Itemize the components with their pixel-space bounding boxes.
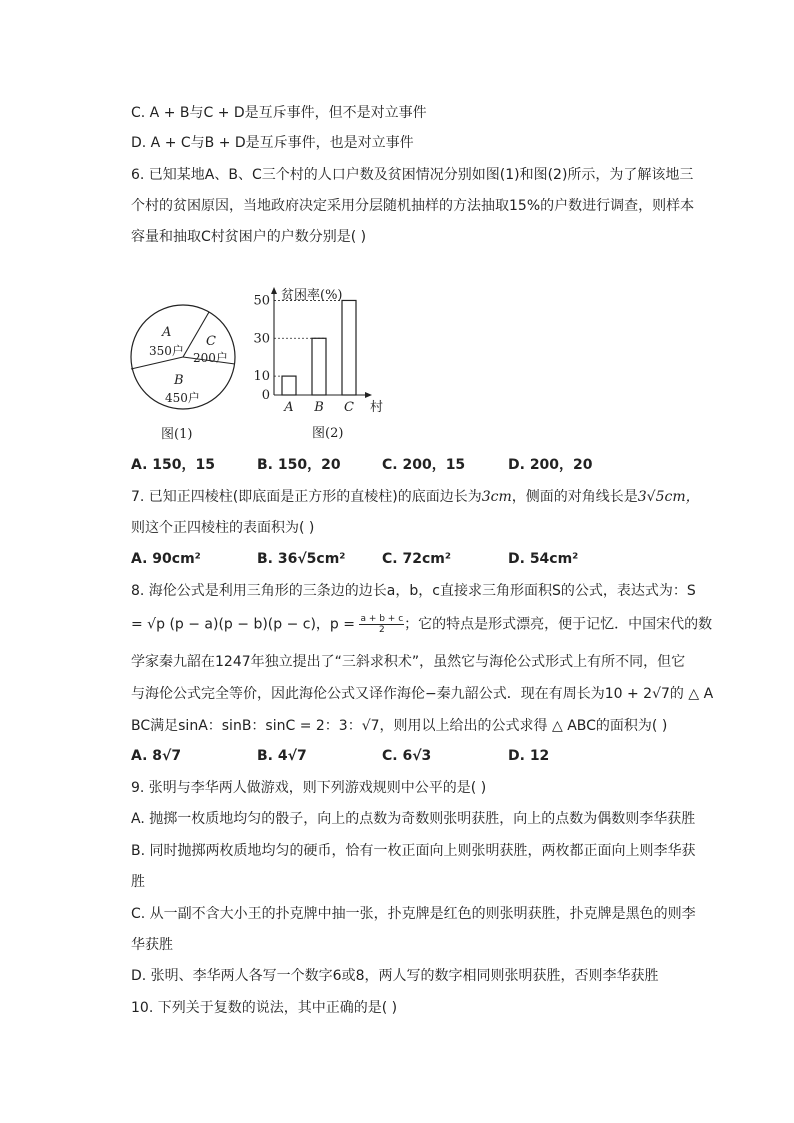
q8-fraction-denominator: 2 (378, 625, 385, 635)
y-tick-label-10: 10 (253, 369, 270, 385)
y-tick-label-50: 50 (253, 293, 270, 309)
q6-stem-line2: 个村的贫困原因，当地政府决定采用分层随机抽样的方法抽取15%的户数进行调查，则样本 (131, 198, 695, 214)
q8-option-c: C. 6√3 (382, 748, 432, 764)
q9-option-a: A. 抛掷一枚质地均匀的骰子，向上的点数为奇数则张明获胜，向上的点数为偶数则李华获胜 (131, 811, 696, 827)
pie-chart-figure (126, 300, 244, 445)
q7-option-a: A. 90cm² (131, 551, 201, 567)
bar-a (282, 376, 296, 395)
q7-diagonal-length: 3√5cm， (637, 489, 700, 505)
q8-option-b: B. 4√7 (257, 748, 307, 764)
q8-option-d: D. 12 (508, 748, 550, 764)
q7-side-length: 3cm (481, 489, 512, 505)
q5-option-c: C. A + B与C + D是互斥事件，但不是对立事件 (131, 105, 427, 121)
y-axis-label: 贫困率(%) (281, 288, 343, 303)
q8-stem-line2 (131, 614, 712, 635)
x-tick-label-c: C (344, 400, 354, 415)
q7-stem-text-b: ，侧面的对角线长是 (511, 489, 638, 505)
q9-option-b-line2: 胜 (131, 874, 145, 890)
bar-chart-caption: 图(2) (312, 426, 344, 441)
x-tick-label-a: A (284, 400, 294, 415)
q8-stem-line1: 8. 海伦公式是利用三角形的三条边的边长a，b，c直接求三角形面积S的公式，表达式为：S (131, 583, 696, 599)
pie-sector-c-label: 200户 (193, 351, 228, 365)
pie-sector-a-label: 350户 (149, 344, 184, 358)
q6-option-b: B. 150，20 (257, 457, 341, 473)
q8-stem-text: ；它的特点是形式漂亮，便于记忆．中国宋代的数 (404, 616, 713, 633)
q8-stem-line5: BC满足sinA：sinB：sinC = 2：3：√7，则用以上给出的公式求得 △ ABC的面积为( ) (131, 718, 668, 734)
q7-stem-text-a: 7. 已知正四棱柱(即底面是正方形的直棱柱)的底面边长为 (131, 489, 482, 505)
q9-option-c-line2: 华获胜 (131, 937, 173, 953)
x-axis-label: 村 (370, 400, 384, 415)
q7-option-c: C. 72cm² (382, 551, 451, 567)
q6-stem-line1: 6. 已知某地A、B、C三个村的人口户数及贫困情况分别如图(1)和图(2)所示，为了解该地三 (131, 167, 694, 183)
q9-option-d: D. 张明、李华两人各写一个数字6或8，两人写的数字相同则张明获胜，否则李华获胜 (131, 968, 659, 984)
q6-option-c: C. 200，15 (382, 457, 466, 473)
pie-sector-a-name: A (162, 325, 172, 340)
pie-sector-b-label: 450户 (165, 391, 200, 405)
q7-stem-line2: 则这个正四棱柱的表面积为( ) (131, 520, 315, 536)
q9-stem: 9. 张明与李华两人做游戏，则下列游戏规则中公平的是( ) (131, 780, 487, 796)
q8-stem-line3: 学家秦九韶在1247年独立提出了“三斜求积术”，虽然它与海伦公式形式上有所不同，但它 (131, 654, 686, 670)
q7-option-d: D. 54cm² (508, 551, 579, 567)
q8-fraction-numerator: a + b + c (360, 614, 404, 624)
bar-chart-figure (250, 283, 400, 445)
q8-stem-line4: 与海伦公式完全等价，因此海伦公式又译作海伦−秦九韶公式．现在有周长为10 + 2√7的 △ A (131, 686, 714, 702)
q9-option-c-line1: C. 从一副不含大小王的扑克牌中抽一张，扑克牌是红色的则张明获胜，扑克牌是黑色的则李 (131, 906, 696, 922)
q10-stem: 10. 下列关于复数的说法，其中正确的是( ) (131, 1000, 398, 1016)
q7-stem-line1 (131, 487, 700, 507)
bar-c (342, 300, 356, 395)
q7-option-b: B. 36√5cm² (257, 551, 346, 567)
q6-option-d: D. 200，20 (508, 457, 593, 473)
q8-option-a: A. 8√7 (131, 748, 182, 764)
q9-option-b-line1: B. 同时抛掷两枚质地均匀的硬币，恰有一枚正面向上则张明获胜，两枚都正面向上则李华获 (131, 843, 696, 859)
pie-caption: 图(1) (161, 427, 193, 442)
y-axis-arrow (271, 287, 277, 294)
q5-option-d: D. A + C与B + D是互斥事件，也是对立事件 (131, 135, 414, 151)
pie-divider-ab (131, 357, 183, 369)
x-axis-arrow (365, 392, 372, 398)
pie-sector-b-name: B (174, 373, 184, 388)
q8-heron-formula: = √p (p − a)(p − b)(p − c)，p = (131, 616, 360, 633)
pie-sector-c-name: C (206, 334, 216, 349)
q8-p-fraction (359, 614, 404, 635)
q6-stem-line3: 容量和抽取C村贫困户的户数分别是( ) (131, 229, 367, 245)
bar-b (312, 338, 326, 395)
q6-option-a: A. 150，15 (131, 457, 215, 473)
y-tick-label-30: 30 (253, 331, 270, 347)
y-tick-label-0: 0 (261, 388, 270, 403)
x-tick-label-b: B (314, 400, 324, 415)
